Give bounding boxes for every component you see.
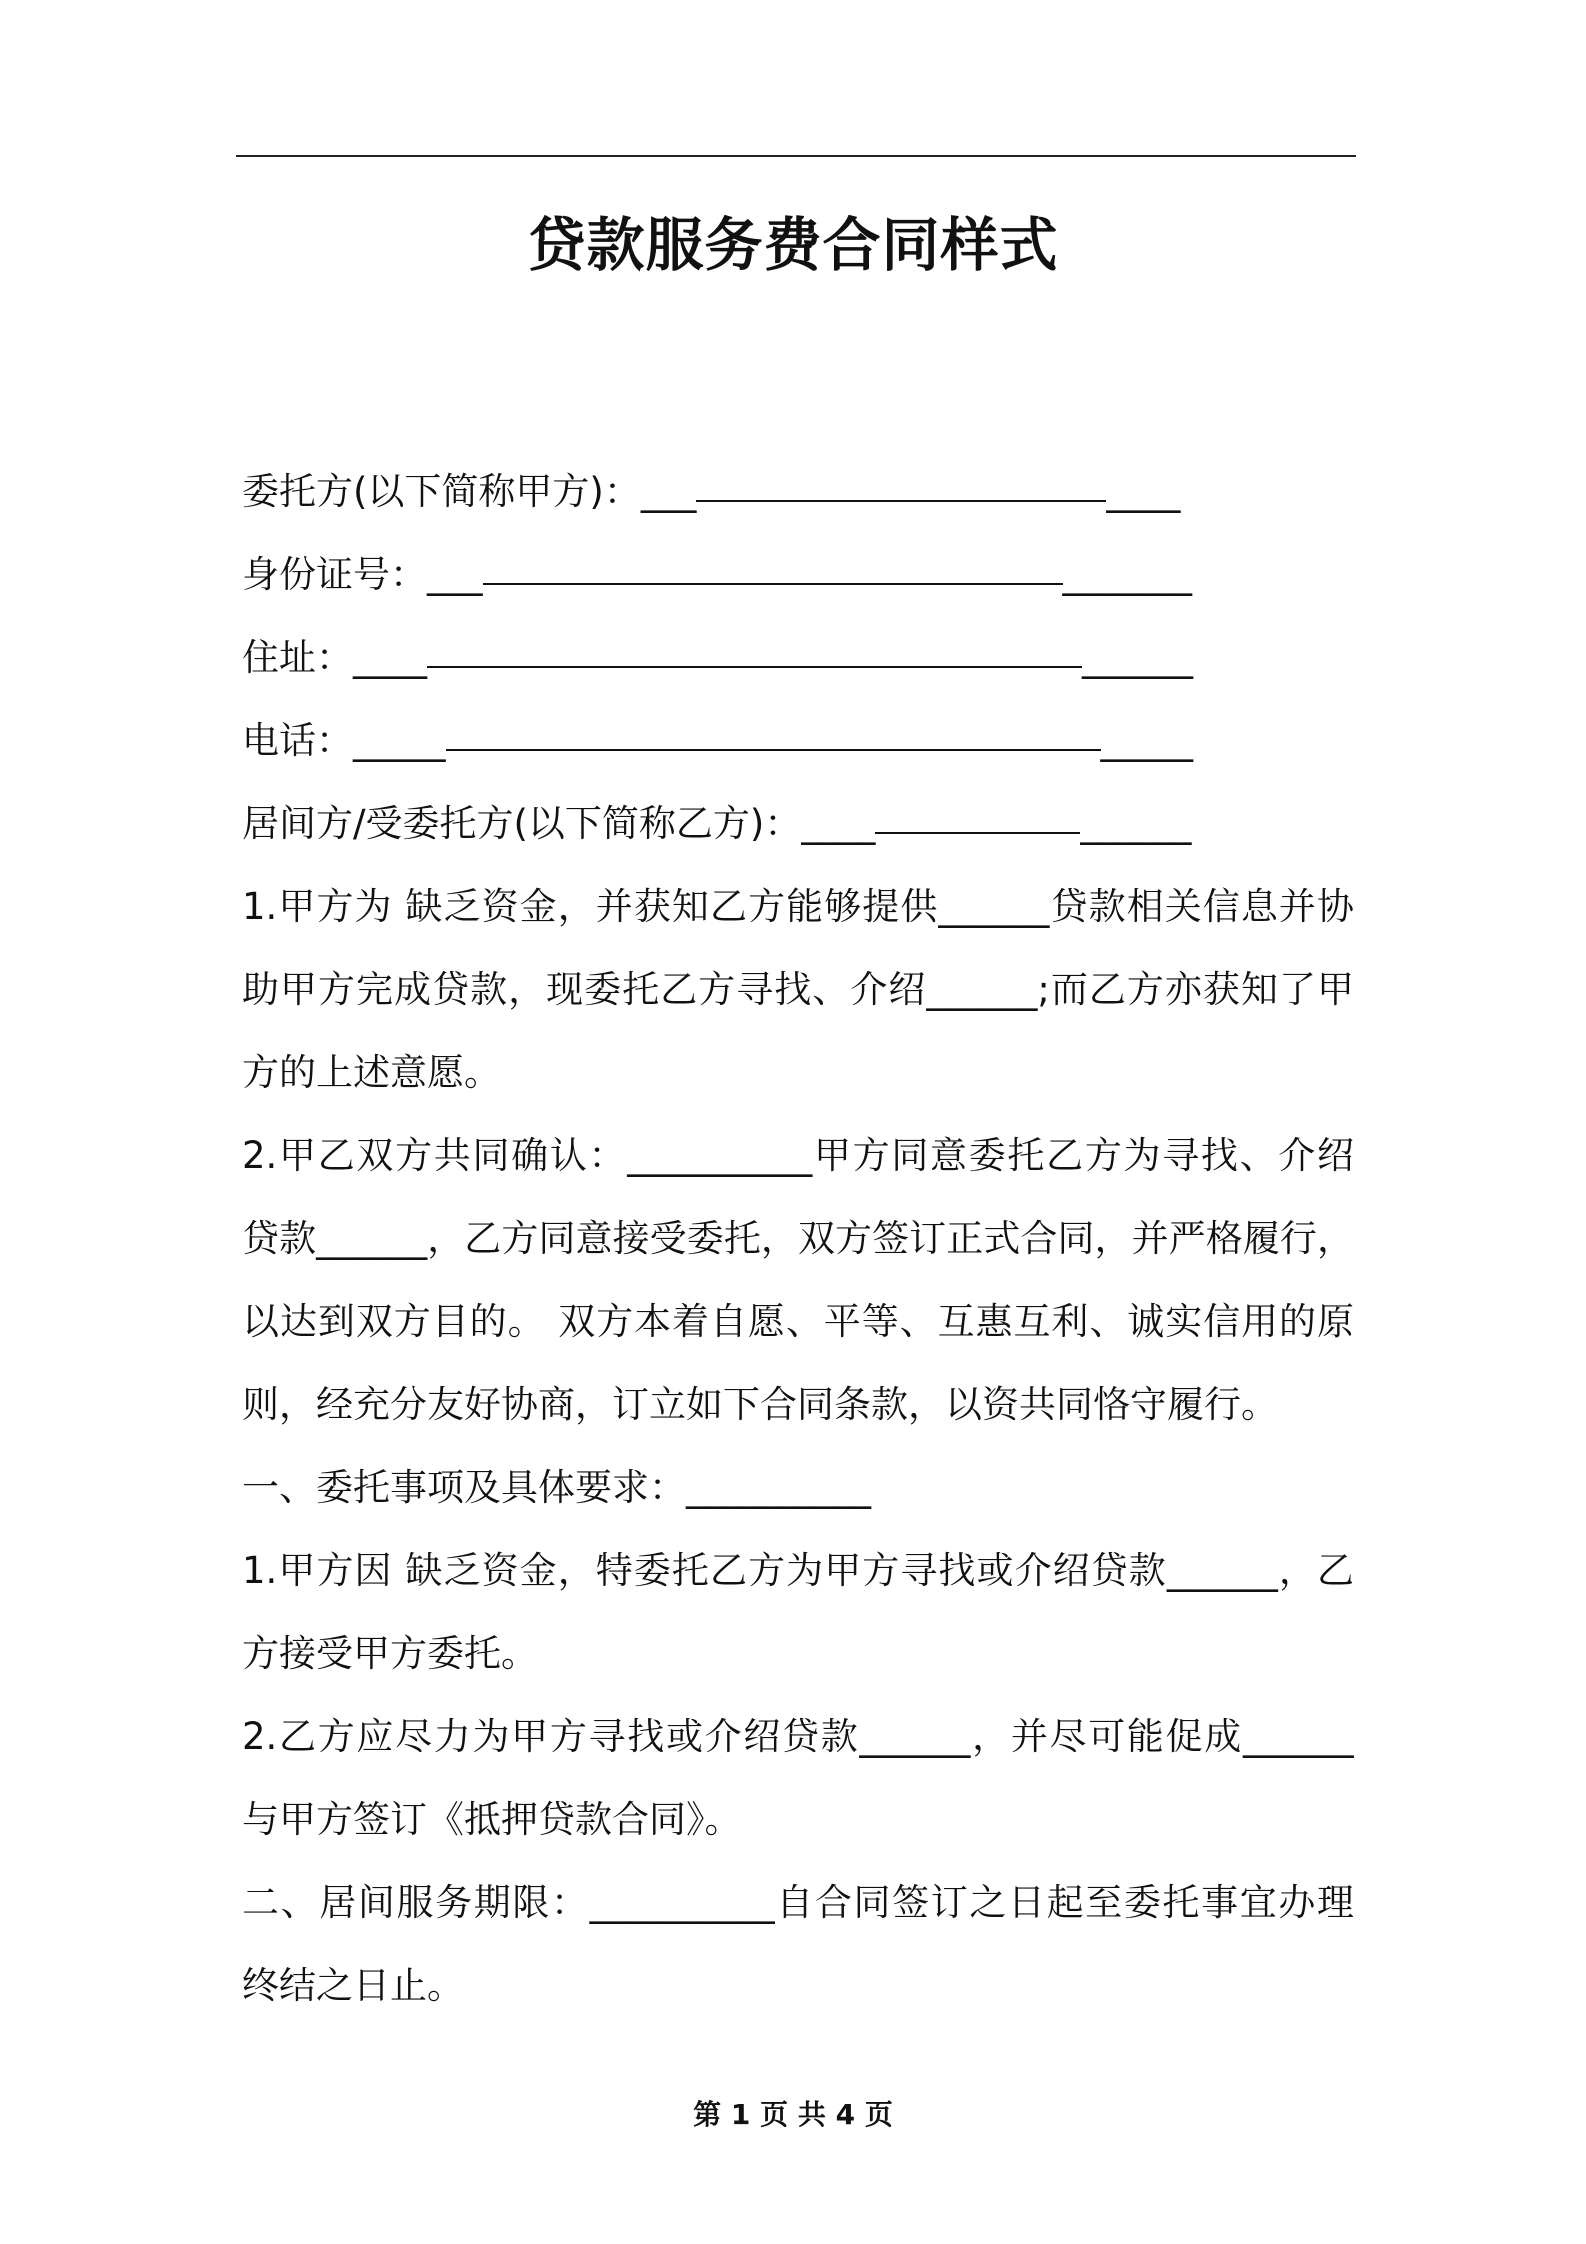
paragraph-line: 与甲方签订《抵押贷款合同》。 xyxy=(242,1798,742,1841)
document-title: 贷款服务费合同样式 xyxy=(527,211,1059,279)
id-number-label: 身份证号：___ xyxy=(242,553,483,596)
principal-label: 委托方(以下简称甲方)：___ xyxy=(242,470,697,513)
address-field xyxy=(242,616,1354,699)
agent-label: 居间方/受委托方(以下简称乙方)：____ xyxy=(242,802,876,845)
paragraph-line: 方的上述意愿。 xyxy=(242,1051,501,1094)
paragraph-line: 2.甲乙双方共同确认：__________甲方同意委托乙方为寻找、介绍 xyxy=(242,1134,1354,1177)
paragraph-line: 1.甲方为 缺乏资金，并获知乙方能够提供______贷款相关信息并协 xyxy=(242,885,1354,928)
paragraph-line: 方接受甲方委托。 xyxy=(242,1632,538,1675)
section-heading: 二、居间服务期限：__________自合同签订之日起至委托事宜办理 xyxy=(242,1881,1354,1924)
phone-field xyxy=(242,699,1354,782)
paragraph-line: 1.甲方因 缺乏资金，特委托乙方为甲方寻找或介绍贷款______，乙 xyxy=(242,1549,1354,1592)
paragraph-line: 贷款______，乙方同意接受委托，双方签订正式合同，并严格履行， xyxy=(242,1217,1354,1260)
page-footer: 第 1 页 共 4 页 xyxy=(693,2098,893,2131)
address-label: 住址：____ xyxy=(242,636,427,679)
id-number-field xyxy=(242,533,1354,616)
paragraph-line: 终结之日止。 xyxy=(242,1964,464,2007)
phone-label: 电话：_____ xyxy=(242,719,446,762)
header-divider xyxy=(236,155,1356,157)
agent-suffix: ______ xyxy=(1080,802,1192,845)
address-blank-line xyxy=(427,665,1082,668)
id-number-suffix: _______ xyxy=(1062,553,1192,596)
section-heading: 一、委托事项及具体要求：__________ xyxy=(242,1466,871,1509)
document-body xyxy=(242,450,1354,2027)
paragraph-line: 则，经充分友好协商，订立如下合同条款，以资共同恪守履行。 xyxy=(242,1383,1278,1426)
agent-field xyxy=(242,782,1354,865)
principal-blank-line xyxy=(696,499,1106,502)
paragraph-line: 助甲方完成贷款，现委托乙方寻找、介绍______;而乙方亦获知了甲 xyxy=(242,968,1354,1011)
paragraph-line: 2.乙方应尽力为甲方寻找或介绍贷款______，并尽可能促成______ xyxy=(242,1715,1354,1758)
id-number-blank-line xyxy=(483,582,1063,585)
principal-suffix: ____ xyxy=(1106,470,1181,513)
agent-blank-line xyxy=(875,831,1080,834)
phone-suffix: _____ xyxy=(1100,719,1193,762)
address-suffix: ______ xyxy=(1082,636,1193,679)
paragraph-line: 以达到双方目的。 双方本着自愿、平等、互惠互利、诚实信用的原 xyxy=(242,1300,1354,1343)
principal-field xyxy=(242,450,1354,533)
phone-blank-line xyxy=(446,748,1101,751)
